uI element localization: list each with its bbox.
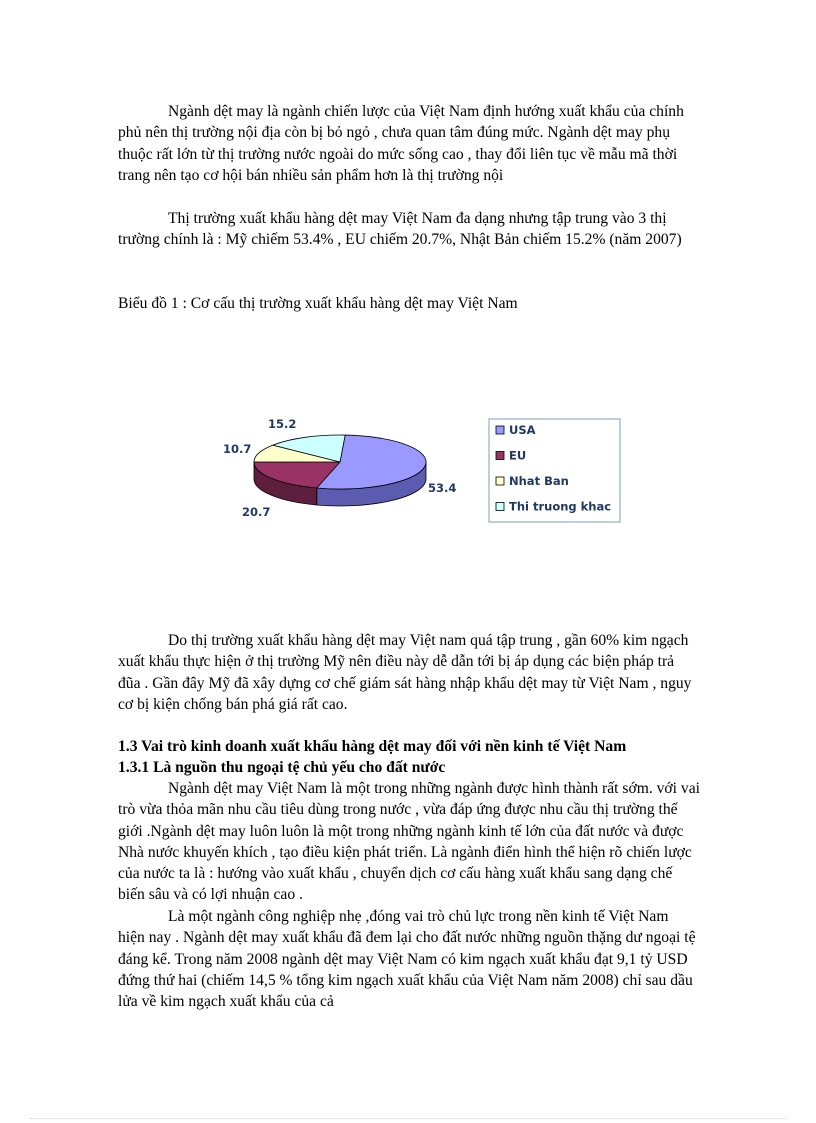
chart-caption: Biểu đồ 1 : Cơ cấu thị trường xuất khẩu hàng dệt may Việt Nam <box>118 295 518 312</box>
paragraph-textile-strategy <box>118 101 698 186</box>
export-market-pie-chart <box>200 400 640 530</box>
legend-swatch-usa <box>496 426 504 434</box>
legend-label-thi-truong-khac: Thi truong khac <box>509 499 612 514</box>
legend-label-usa: USA <box>509 423 536 437</box>
legend-swatch-eu <box>496 452 504 460</box>
paragraph-text: Do thị trường xuất khẩu hàng dệt may Việt nam quá tập trung , gần 60% kim ngạch xuất khẩu thực hiện ở thị trường Mỹ nên điều này dễ dẫn tới bị áp dụng các biện pháp trả đũa . Gần đây Mỹ đã xây dựng cơ chế giám sát hàng nhập khẩu dệt may từ Việt Nam , nguy cơ bị kiện chống bán phá giá rất cao. <box>118 632 692 713</box>
paragraph-text: Ngành dệt may Việt Nam là một trong những ngành được hình thành rất sớm. với vai trò vừa thỏa mãn nhu cầu tiêu dùng trong nước , vừa đáp ứng được nhu cầu thị trường thế giới .Ngành dệt may luôn luôn là một trong những ngành kinh tế lớn của đất nước và được Nhà nước khuyến khích , tạo điều kiện phát triển. Là ngành điển hình thể hiện rõ chiến lược của nước ta là : hướng vào xuất khẩu , chuyển dịch cơ cấu hàng xuất khẩu sang dạng chế biến sâu và có lợi nhuận cao . <box>118 780 700 904</box>
data-label-nhat-ban: 10.7 <box>223 442 252 456</box>
paragraph-text: Ngành dệt may là ngành chiến lược của Việt Nam định hướng xuất khẩu của chính phủ nên thị trường nội địa còn bị bỏ ngỏ , chưa quan tâm đúng mức. Ngành dệt may phụ thuộc rất lớn từ thị trường nước ngoài do mức sống cao , thay đổi liên tục về mẫu mã thời trang nên tạo cơ hội bán nhiều sản phẩm hơn là thị trường nội <box>118 103 684 184</box>
data-label-eu: 20.7 <box>242 505 271 519</box>
data-label-usa: 53.4 <box>428 481 457 495</box>
paragraph-textile-industry-role <box>118 778 703 906</box>
data-label-thi-truong-khac: 15.2 <box>268 417 297 431</box>
section-heading-1-3: 1.3 Vai trò kinh doanh xuất khẩu hàng dệt may đối với nền kinh tế Việt Nam <box>118 738 627 755</box>
paragraph-light-industry <box>118 906 698 1012</box>
paragraph-market-concentration <box>118 630 698 715</box>
section-heading-1-3-1: 1.3.1 Là nguồn thu ngoại tệ chủ yếu cho đất nước <box>118 759 446 776</box>
chart-legend <box>489 419 620 522</box>
legend-swatch-nhat-ban <box>496 477 504 485</box>
legend-swatch-thi-truong-khac <box>496 503 504 511</box>
paragraph-text: Là một ngành công nghiệp nhẹ ,đóng vai trò chủ lực trong nền kinh tế Việt Nam hiện nay . Ngành dệt may xuất khẩu đã đem lại cho đất nước những nguồn thặng dư ngoại tệ đáng kể. Trong năm 2008 ngành dệt may Việt Nam có kim ngạch xuất khẩu đạt 9,1 tỷ USD đứng thứ hai (chiếm 14,5 % tổng kim ngạch xuất khẩu của Việt Nam năm 2008) chỉ sau dầu lửa về kim ngạch xuất khẩu của cả <box>118 908 696 1011</box>
page-bottom-divider <box>30 1118 786 1119</box>
legend-label-eu: EU <box>509 448 527 463</box>
paragraph-export-markets <box>118 208 698 251</box>
legend-label-nhat-ban: Nhat Ban <box>509 474 569 488</box>
paragraph-text: Thị trường xuất khẩu hàng dệt may Việt Nam đa dạng nhưng tập trung vào 3 thị trường chính là : Mỹ chiếm 53.4% , EU chiếm 20.7%, Nhật Bản chiếm 15.2% (năm 2007) <box>118 210 682 249</box>
